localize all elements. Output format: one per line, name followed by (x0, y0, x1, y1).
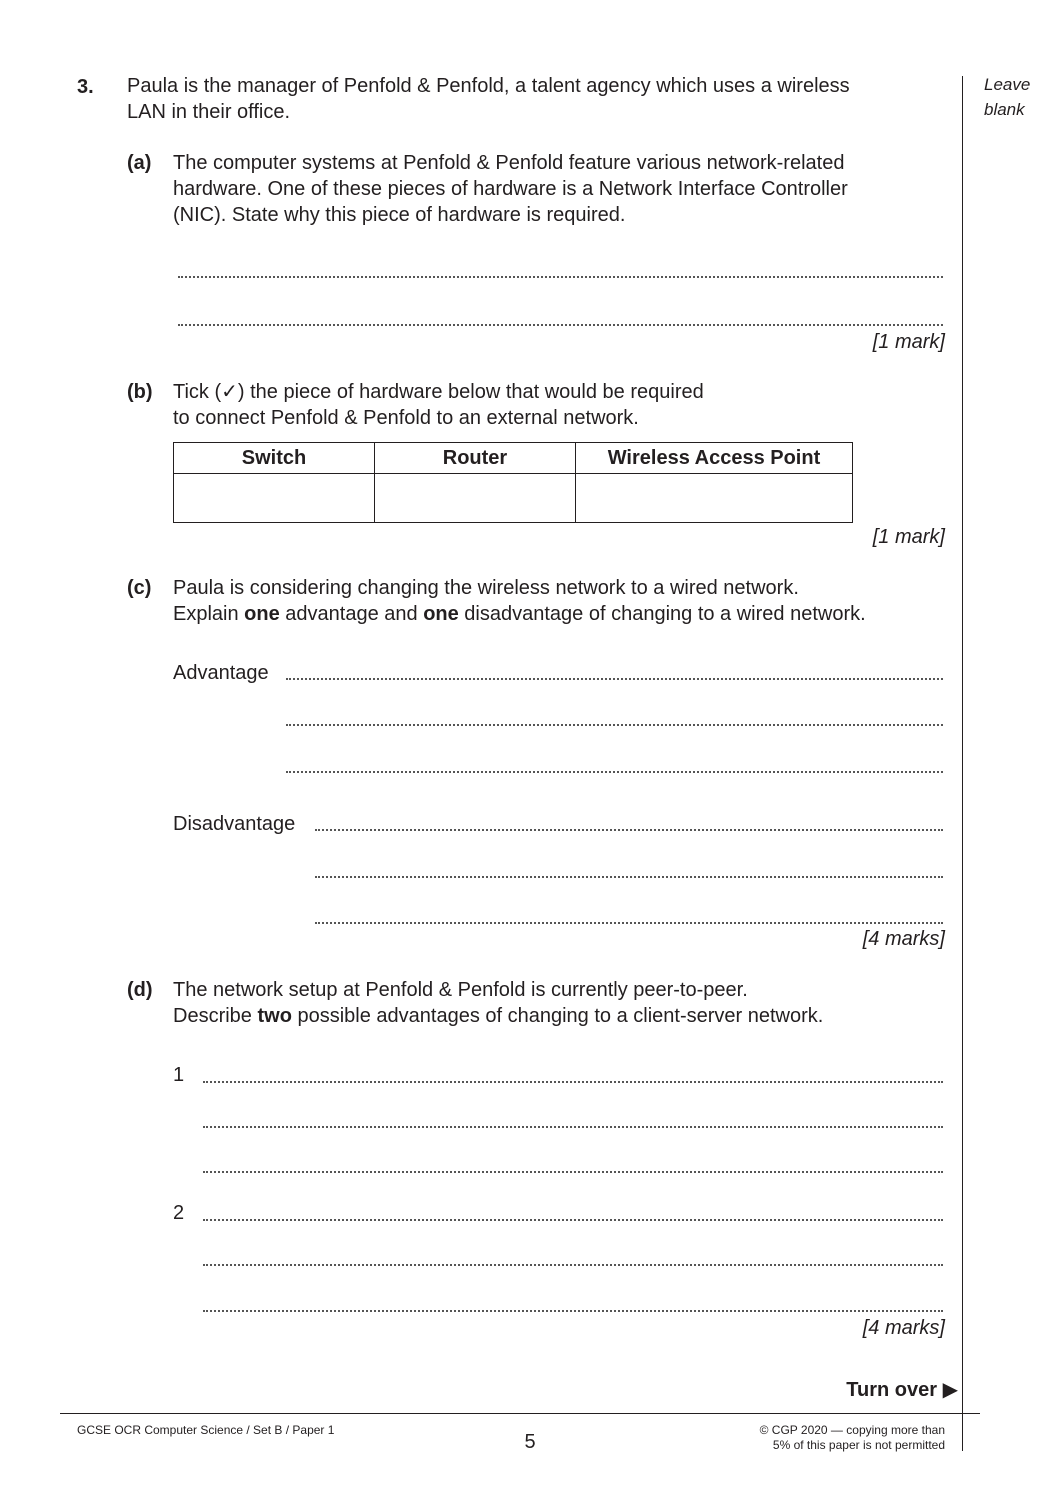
part-d-line2: Describe two possible advantages of changing to a client-server network. (173, 1005, 824, 1027)
footer-paper-title: GCSE OCR Computer Science / Set B / Paper 1 (77, 1423, 335, 1437)
part-a-line3: (NIC). State why this piece of hardware is required. (173, 204, 626, 226)
answer-1-line-3[interactable] (203, 1171, 943, 1173)
leave-blank-line2: blank (984, 100, 1025, 119)
part-a-label: (a) (127, 152, 152, 174)
hardware-choice-table (173, 442, 853, 523)
advantage-label: Advantage (173, 662, 269, 684)
footer-rule (60, 1413, 980, 1414)
part-b-line2: to connect Penfold & Penfold to an external network. (173, 407, 639, 429)
answer-1-line-1[interactable] (203, 1081, 943, 1083)
part-a-line1: The computer systems at Penfold & Penfold feature various network-related (173, 152, 845, 174)
option-switch-header: Switch (174, 443, 375, 474)
tick-box-wap[interactable] (576, 474, 853, 523)
part-d-marks: [4 marks] (862, 1317, 945, 1339)
disadvantage-line-3[interactable] (315, 922, 943, 924)
question-intro-line1: Paula is the manager of Penfold & Penfold, a talent agency which uses a wireless (127, 75, 850, 97)
part-a-marks: [1 mark] (872, 331, 945, 353)
part-d-label: (d) (127, 979, 153, 1001)
answer-2-line-2[interactable] (203, 1264, 943, 1266)
copyright-line2: 5% of this paper is not permitted (772, 1438, 945, 1452)
page-number: 5 (524, 1431, 536, 1453)
question-number: 3. (77, 76, 94, 98)
disadvantage-line-1[interactable] (315, 829, 943, 831)
part-d-line1: The network setup at Penfold & Penfold is currently peer-to-peer. (173, 979, 748, 1001)
part-c-line1: Paula is considering changing the wireless network to a wired network. (173, 577, 799, 599)
margin-rule (962, 76, 963, 1451)
tick-box-router[interactable] (375, 474, 576, 523)
answer-1-line-2[interactable] (203, 1126, 943, 1128)
answer-2-line-3[interactable] (203, 1310, 943, 1312)
disadvantage-line-2[interactable] (315, 876, 943, 878)
answer-2-line-1[interactable] (203, 1219, 943, 1221)
answer-line-a1[interactable] (178, 276, 943, 278)
part-c-label: (c) (127, 577, 152, 599)
option-router-header: Router (375, 443, 576, 474)
part-b-line1: Tick (✓) the piece of hardware below that would be required (173, 381, 704, 403)
part-b-marks: [1 mark] (872, 526, 945, 548)
part-b-label: (b) (127, 381, 153, 403)
answer-number-2: 2 (173, 1202, 185, 1224)
answer-number-1: 1 (173, 1064, 185, 1086)
answer-line-a2[interactable] (178, 324, 943, 326)
advantage-line-2[interactable] (286, 724, 943, 726)
copyright-line1: © CGP 2020 — copying more than (759, 1423, 945, 1437)
disadvantage-label: Disadvantage (173, 813, 296, 835)
tick-box-switch[interactable] (174, 474, 375, 523)
advantage-line-1[interactable] (286, 678, 943, 680)
turn-over-label: Turn over ▶ (846, 1379, 958, 1401)
advantage-line-3[interactable] (286, 771, 943, 773)
part-c-marks: [4 marks] (862, 928, 945, 950)
option-wap-header: Wireless Access Point (576, 443, 853, 474)
leave-blank-line1: Leave (984, 75, 1031, 94)
question-intro-line2: LAN in their office. (127, 101, 291, 123)
part-c-line2: Explain one advantage and one disadvantage of changing to a wired network. (173, 603, 866, 625)
part-a-line2: hardware. One of these pieces of hardware is a Network Interface Controller (173, 178, 848, 200)
